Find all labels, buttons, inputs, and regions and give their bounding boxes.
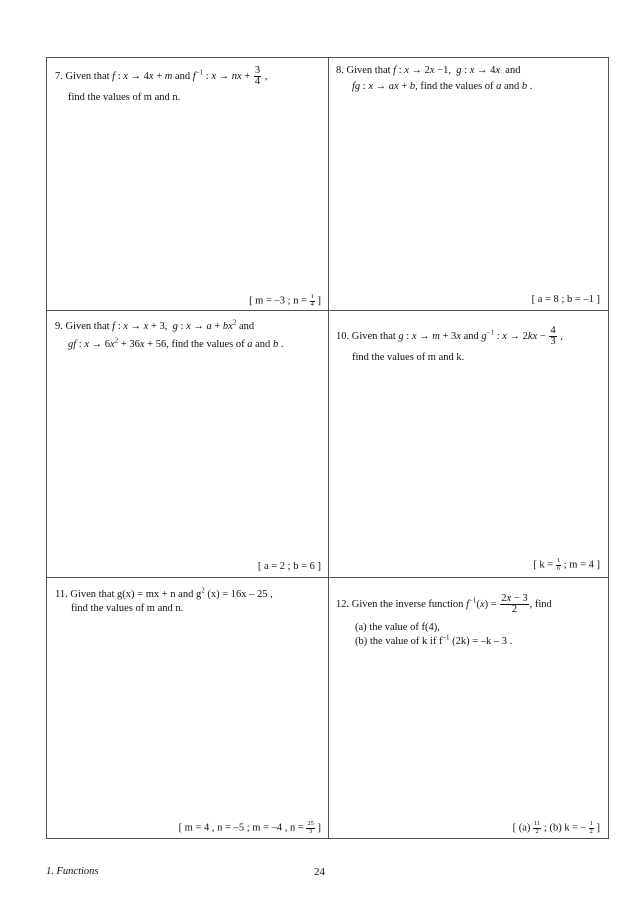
answer-text: [ (a) [512, 822, 534, 834]
question-text: , find the values of [166, 339, 245, 350]
question-text: find the values of m and k. [352, 352, 465, 363]
fraction-2x-3-over-2: $\frac{2x - 3}{2}$ [501, 593, 528, 615]
answer-text: ] [593, 822, 600, 834]
question-text: , find [529, 598, 552, 610]
column-divider [328, 58, 329, 838]
answer-text: [ m = –3 ; n = [249, 295, 310, 307]
question-text: Given that [351, 330, 396, 342]
question-text: Given the inverse function [351, 598, 464, 610]
question-number: 11. [55, 589, 68, 600]
answer-text: ] [314, 822, 321, 834]
question-text: , find the values of [415, 81, 494, 92]
answer-text: [ k = [533, 559, 556, 571]
question-text: Given that g(x) = mx + n and g [70, 589, 202, 600]
question-7: 7. Given that f : x → 4x + m and $f^{-1}$ : x → nx + $\frac{3}{4}$ , find the values of m and n. [55, 65, 268, 103]
question-8: 8. Given that f : x → 2x −1, g : x → 4x and fg : x → ax + b, find the values of a and b . [336, 65, 533, 92]
answer-8: [ a = 8 ; b = –1 ] [531, 294, 600, 305]
answer-7 [249, 294, 321, 308]
chapter-title: 1. Functions [46, 866, 99, 877]
answer-fraction: $\frac{11}{2}$ [534, 820, 541, 835]
answer-fraction: $\frac{1}{4}$ [310, 293, 314, 308]
superscript: 2 [201, 586, 205, 595]
question-12-part-a: (a) the value of f(4), [355, 622, 440, 633]
question-number: 8. [336, 65, 344, 76]
question-9: 9. Given that f : x → x + 3, g : $x \to a + bx^2$ and gf : $x \to 6x^2 + 36x + 56$, find the values of a and b . [55, 318, 284, 350]
page-number: 24 [314, 866, 325, 878]
answer-text: [ m = 4 , n = –5 ; m = –4 , n = [178, 822, 307, 834]
question-12: 12. Given the inverse function $f^{-1}(x)$ = $\frac{2x - 3}{2}$ , find [336, 593, 552, 615]
question-12-part-b [355, 635, 512, 649]
question-text: find the values of m and n. [68, 92, 181, 103]
answer-text: ] [314, 295, 321, 307]
answer-text: ; (b) k = – [541, 822, 589, 834]
question-text: (b) the value of k if f [355, 636, 443, 647]
question-number: 9. [55, 321, 63, 332]
question-text: and [463, 330, 479, 342]
question-number: 12. [336, 598, 350, 610]
question-10: 10. Given that g : x → m + 3x and $g^{-1}$ : x → 2kx − $\frac{4}{3}$ , find the values of m and k. [336, 325, 563, 363]
answer-fraction: $\frac{1}{6}$ [556, 557, 561, 572]
question-text: Given that [65, 70, 110, 82]
worksheet-grid [46, 57, 609, 839]
row-divider-1 [47, 310, 608, 311]
question-text: and [174, 70, 191, 82]
answer-fraction: $\frac{25}{3}$ [307, 820, 314, 835]
question-text: and [255, 339, 271, 350]
answer-text: ; m = 4 ] [561, 559, 600, 571]
question-text: Given that [65, 321, 110, 332]
answer-10 [533, 558, 600, 572]
answer-11 [179, 821, 321, 835]
fraction-3-4: $\frac{3}{4}$ [254, 65, 261, 87]
question-text: (x) = 16x – 25 , [204, 589, 273, 600]
question-text: find the values of m and n. [71, 603, 184, 614]
answer-12 [513, 821, 600, 835]
answer-9: [ a = 2 ; b = 6 ] [257, 561, 321, 572]
question-number: 10. [336, 330, 350, 342]
superscript: –1 [442, 633, 450, 642]
question-text: and [504, 81, 520, 92]
fraction-4-3: $\frac{4}{3}$ [550, 325, 556, 347]
question-11 [55, 588, 273, 616]
question-number: 7. [55, 70, 63, 82]
question-text: Given that [346, 65, 391, 76]
answer-fraction: $\frac{1}{2}$ [589, 820, 593, 835]
question-text: and [238, 321, 255, 332]
question-text: (2k) = –k – 3 . [449, 636, 513, 647]
row-divider-2 [47, 577, 608, 578]
